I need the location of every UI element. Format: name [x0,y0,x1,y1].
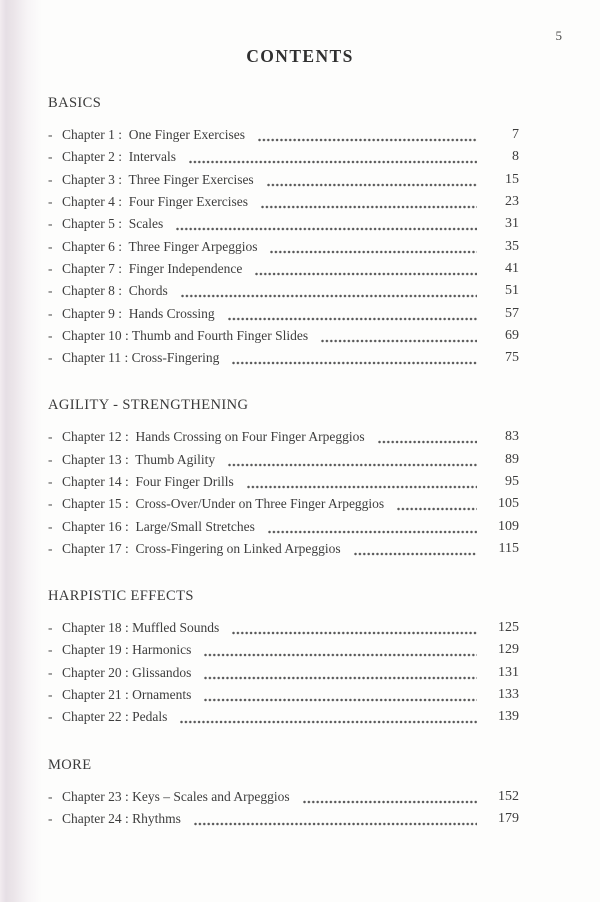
page-number: 5 [555,28,562,43]
dot-leader-line [204,688,477,702]
chapter-label: Chapter 16 : Large/Small Stretches [62,518,255,534]
dot-leader-line [255,262,477,276]
chapter-label: Chapter 18 : Muffled Sounds [62,620,220,636]
page-title: CONTENTS [246,46,354,66]
dash-bullet: - [48,327,53,343]
chapter-label: Chapter 22 : Pedals [62,709,168,725]
dash-bullet: - [48,149,53,165]
dot-leader-line [303,790,477,804]
toc-row [48,146,519,168]
chapter-label: Chapter 13 : Thumb Agility [62,451,216,467]
toc-row [48,639,519,661]
toc-row [48,471,519,493]
dot-leader-line [228,307,477,321]
chapter-page-number: 75 [505,350,519,366]
dot-leader-line [180,710,477,724]
chapter-page-number: 23 [505,194,519,210]
dash-bullet: - [48,788,53,804]
toc-row [48,706,519,728]
chapter-label: Chapter 10 : Thumb and Fourth Finger Slides [62,327,309,343]
chapter-label: Chapter 6 : Three Finger Arpeggios [62,238,258,254]
dash-bullet: - [48,171,53,187]
dash-bullet: - [48,687,53,703]
chapter-label: Chapter 5 : Scales [62,216,164,232]
dash-bullet: - [48,283,53,299]
toc-row [48,617,519,639]
section-heading: HARPISTIC EFFECTS [48,588,194,605]
toc-row [48,515,519,537]
dot-leader-line [181,284,477,298]
section-heading: AGILITY - STRENGTHENING [48,397,249,414]
chapter-page-number: 179 [498,810,519,826]
dash-bullet: - [48,451,53,467]
chapter-label: Chapter 21 : Ornaments [62,687,192,703]
toc-row [48,426,519,448]
chapter-label: Chapter 9 : Hands Crossing [62,305,215,321]
toc-row [48,124,519,146]
dash-bullet: - [48,540,53,556]
chapter-page-number: 83 [505,429,519,445]
dot-leader-line [321,329,477,343]
dash-bullet: - [48,496,53,512]
dot-leader-line [194,812,477,826]
chapter-label: Chapter 14 : Four Finger Drills [62,474,234,489]
toc-row [48,258,519,280]
chapter-label: Chapter 15 : Cross-Over/Under on Three Finger Arpeggios [62,496,385,512]
toc-section [48,94,519,369]
section-rows [48,617,519,728]
toc-row [48,493,519,515]
dot-leader-line [228,453,477,467]
chapter-label: Chapter 2 : Intervals [62,149,176,165]
dash-bullet: - [48,709,53,725]
binding-shadow [0,0,42,902]
chapter-page-number: 125 [498,620,519,636]
dot-leader-line [397,497,477,511]
dash-bullet: - [48,260,53,276]
toc-row [48,325,519,347]
chapter-page-number: 115 [498,540,519,556]
chapter-page-number: 89 [505,451,519,467]
chapter-page-number: 7 [512,127,519,143]
chapter-label: Chapter 24 : Rhythms [62,810,181,826]
toc-row [48,347,519,369]
chapter-page-number: 69 [505,327,519,343]
dash-bullet: - [48,642,53,658]
toc-row [48,191,519,213]
chapter-page-number: 133 [498,687,519,703]
dash-bullet: - [48,194,53,210]
dot-leader-line [176,217,477,231]
chapter-page-number: 152 [498,788,519,804]
dash-bullet: - [48,127,53,143]
chapter-label: Chapter 3 : Three Finger Exercises [62,171,254,187]
chapter-label: Chapter 7 : Finger Independence [62,260,243,276]
toc-row [48,235,519,257]
toc-row [48,684,519,706]
dot-leader-line [267,173,477,187]
dot-leader-line [261,195,477,209]
chapter-page-number: 139 [498,709,519,725]
toc-row [48,449,519,471]
dot-leader-line [204,666,477,680]
toc-row [48,538,519,560]
toc-row [48,662,519,684]
chapter-page-number: 105 [498,496,519,512]
toc-row [48,169,519,191]
chapter-label: Chapter 20 : Glissandos [62,664,192,680]
dot-leader-line [232,351,477,365]
dot-leader-line [268,520,477,534]
section-heading: MORE [48,756,92,773]
dash-bullet: - [48,474,53,489]
chapter-label: Chapter 19 : Harmonics [62,642,192,658]
chapter-page-number: 131 [498,664,519,680]
chapter-label: Chapter 12 : Hands Crossing on Four Finger Arpeggios [62,429,365,445]
dash-bullet: - [48,664,53,680]
dot-leader-line [232,621,477,635]
dot-leader-line [354,542,477,556]
chapter-page-number: 129 [498,642,519,658]
section-rows [48,124,519,369]
toc-row [48,302,519,324]
dash-bullet: - [48,620,53,636]
dash-bullet: - [48,810,53,826]
toc-row [48,808,519,830]
section-rows [48,426,519,560]
toc-sections [48,94,519,830]
chapter-label: Chapter 4 : Four Finger Exercises [62,194,248,210]
dash-bullet: - [48,350,53,366]
dot-leader-line [189,150,477,164]
section-rows [48,786,519,831]
dash-bullet: - [48,429,53,445]
toc-section [48,396,519,560]
dot-leader-line [378,430,477,444]
toc-section [48,587,519,728]
chapter-page-number: 109 [498,518,519,534]
chapter-label: Chapter 8 : Chords [62,283,168,299]
chapter-page-number: 51 [505,283,519,299]
chapter-page-number: 95 [505,474,519,489]
dash-bullet: - [48,216,53,232]
toc-section [48,756,519,831]
chapter-page-number: 41 [505,260,519,276]
dash-bullet: - [48,518,53,534]
dot-leader-line [247,475,477,489]
dash-bullet: - [48,305,53,321]
dot-leader-line [204,643,477,657]
dot-leader-line [258,128,477,142]
chapter-page-number: 15 [505,171,519,187]
chapter-label: Chapter 11 : Cross-Fingering [62,350,220,366]
dot-leader-line [270,240,477,254]
toc-row [48,213,519,235]
toc-row [48,786,519,808]
section-heading: BASICS [48,95,102,111]
chapter-page-number: 8 [512,149,519,165]
chapter-label: Chapter 17 : Cross-Fingering on Linked Arpeggios [62,540,341,556]
chapter-page-number: 35 [505,238,519,254]
dash-bullet: - [48,238,53,254]
chapter-label: Chapter 23 : Keys – Scales and Arpeggios [62,788,290,804]
chapter-page-number: 57 [505,305,519,321]
chapter-label: Chapter 1 : One Finger Exercises [62,127,245,143]
toc-row [48,280,519,302]
chapter-page-number: 31 [505,216,519,232]
